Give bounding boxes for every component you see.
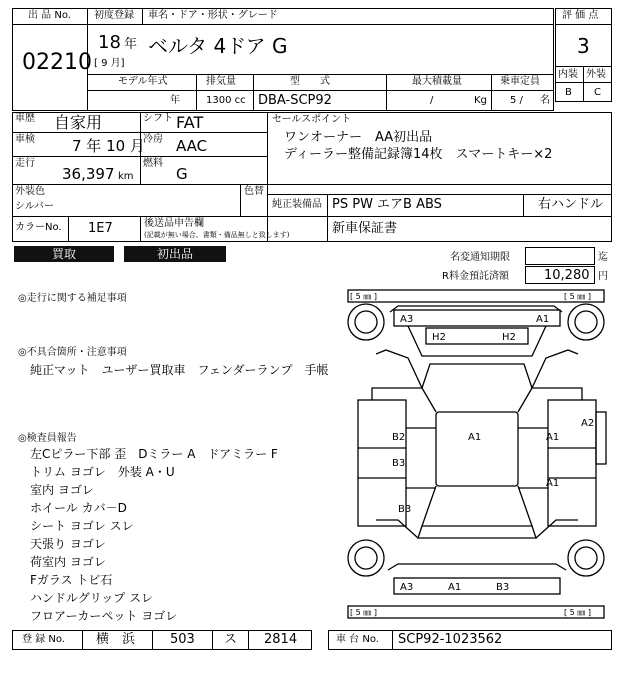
exterior-label: 外装 — [586, 69, 606, 80]
equip-value: PS PW エアB ABS — [332, 197, 442, 212]
damage-marker: A1 — [448, 582, 462, 593]
name-change-label: 名変通知期限 — [450, 252, 510, 263]
damage-marker: A1 — [536, 314, 550, 325]
ac-label: 冷房 — [143, 134, 163, 145]
fuel-value: G — [176, 165, 188, 183]
equip-label: 純正装備品 — [272, 199, 322, 210]
capacity-unit: 名 — [540, 95, 550, 106]
score-label: 評 価 点 — [562, 10, 599, 21]
displacement-value: 1300 cc — [206, 95, 246, 106]
shift-label: シフト — [143, 113, 173, 124]
color-no-value: 1E7 — [88, 221, 113, 236]
recycle-label: R料金預託済額 — [442, 271, 509, 282]
displacement-label: 排気量 — [206, 76, 236, 87]
damage-marker: A3 — [400, 582, 414, 593]
mileage-unit: km — [118, 171, 134, 182]
first-listing-badge: 初出品 — [124, 246, 226, 262]
inspector-line: Fガラス トビ石 — [30, 573, 113, 587]
recycle-unit: 円 — [598, 271, 608, 282]
car-name: ベルタ 4ドア G — [148, 34, 288, 58]
type-label: 型 式 — [290, 76, 330, 87]
registration-kana: ス — [224, 632, 238, 647]
tire-tread-front-left: [ 5 ㎜ ] — [350, 292, 377, 301]
inspector-line: ハンドルグリップ スレ — [30, 591, 154, 605]
ext-color-label: 外装色 — [15, 186, 45, 197]
exterior-grade: C — [594, 87, 601, 98]
inspector-line: シート ヨゴレ スレ — [30, 519, 134, 533]
defects-line: 純正マット ユーザー買取車 フェンダーランプ 手帳 — [30, 363, 329, 377]
recycle-value: 10,280 — [544, 268, 590, 283]
inspector-lines — [30, 448, 278, 628]
history-label: 車歴 — [15, 113, 35, 124]
damage-marker: B2 — [392, 432, 406, 443]
max-load-unit: Kg — [474, 95, 487, 106]
inspection-label: 車検 — [15, 134, 35, 145]
fuel-label: 燃料 — [143, 158, 163, 169]
tire-tread-rear-right: [ 5 ㎜ ] — [564, 608, 591, 617]
inspector-line: ホイール カバ－D — [30, 501, 127, 515]
capacity-value: 5 / — [510, 95, 523, 106]
inspector-line: 左Cピラー下部 歪 Dミラー A ドアミラー F — [30, 447, 278, 461]
shift-value: FAT — [176, 113, 204, 132]
damage-marker: A1 — [546, 432, 560, 443]
defects-title: ◎不具合箇所・注意事項 — [18, 347, 127, 358]
interior-grade: B — [565, 87, 572, 98]
damage-marker: H2 — [432, 332, 446, 343]
damage-marker: H2 — [502, 332, 516, 343]
damage-marker: A1 — [546, 478, 560, 489]
damage-marker: A2 — [581, 418, 595, 429]
damage-marker: A1 — [468, 432, 482, 443]
lot-label: 出 品 No. — [28, 10, 71, 21]
damage-marker: B3 — [392, 458, 406, 469]
declaration-value: 新車保証書 — [332, 221, 398, 236]
registration-region: 横 浜 — [96, 632, 136, 647]
ext-color-value: シルバー — [15, 201, 55, 212]
reg-month: [ 9 月] — [94, 58, 125, 69]
declaration-note: (記載が無い場合、書類・備品無しと致します) — [144, 231, 290, 239]
inspector-line: フロアーカーペット ヨゴレ — [30, 609, 178, 623]
model-year-unit: 年 — [170, 95, 180, 106]
ac-value: AAC — [176, 137, 208, 155]
car-damage-diagram — [338, 288, 614, 624]
damage-marker: B3 — [398, 504, 412, 515]
registration-class: 503 — [170, 632, 195, 647]
sales-point-line-1: ワンオーナー AA初出品 — [284, 130, 433, 145]
name-change-unit: 迄 — [598, 252, 608, 263]
damage-marker: B3 — [496, 582, 510, 593]
name-change-box — [525, 247, 595, 265]
car-name-label: 車名・ドア・形状・グレード — [148, 10, 278, 21]
declaration-label: 後送品申告欄 — [144, 218, 204, 229]
lot-number: 02210 — [22, 50, 92, 75]
color-no-label: カラーNo. — [15, 222, 62, 233]
inspector-title: ◎検査員報告 — [18, 433, 77, 444]
mileage-value: 36,397 — [62, 165, 115, 183]
sales-point-line-2: ディーラー整備記録簿14枚 スマートキー×2 — [284, 147, 553, 162]
chassis-number: SCP92-1023562 — [398, 632, 503, 647]
registration-label: 登 録 No. — [22, 634, 65, 645]
color-change-label: 色替 — [244, 186, 264, 197]
reg-year: 18 — [98, 32, 121, 53]
purchase-badge: 買取 — [14, 246, 114, 262]
capacity-label: 乗車定員 — [500, 76, 540, 87]
inspector-line: 荷室内 ヨゴレ — [30, 555, 106, 569]
registration-number: 2814 — [264, 632, 298, 647]
score-value: 3 — [577, 34, 590, 58]
model-year-label: モデル年式 — [118, 76, 168, 87]
inspector-line: 天張り ヨゴレ — [30, 537, 106, 551]
mileage-label: 走行 — [15, 158, 35, 169]
max-load-value: / — [430, 95, 434, 106]
history-value: 自家用 — [54, 113, 103, 132]
tire-tread-front-right: [ 5 ㎜ ] — [564, 292, 591, 301]
sales-point-label: セールスポイント — [272, 114, 352, 125]
inspector-line: トリム ヨゴレ 外装 A・U — [30, 465, 175, 479]
max-load-label: 最大積載量 — [412, 76, 462, 87]
model-code: DBA-SCP92 — [258, 93, 332, 108]
first-registration-label: 初度登録 — [94, 10, 134, 21]
steering-value: 右ハンドル — [538, 197, 604, 212]
interior-label: 内装 — [558, 69, 578, 80]
tire-tread-rear-left: [ 5 ㎜ ] — [350, 608, 377, 617]
driving-notes-title: ◎走行に関する補足事項 — [18, 293, 127, 304]
reg-year-unit: 年 — [124, 37, 138, 52]
inspection-value: 7 年 10 月 — [72, 137, 145, 155]
inspector-line: 室内 ヨゴレ — [30, 483, 94, 497]
damage-marker: A3 — [400, 314, 414, 325]
chassis-label: 車 台 No. — [336, 634, 379, 645]
